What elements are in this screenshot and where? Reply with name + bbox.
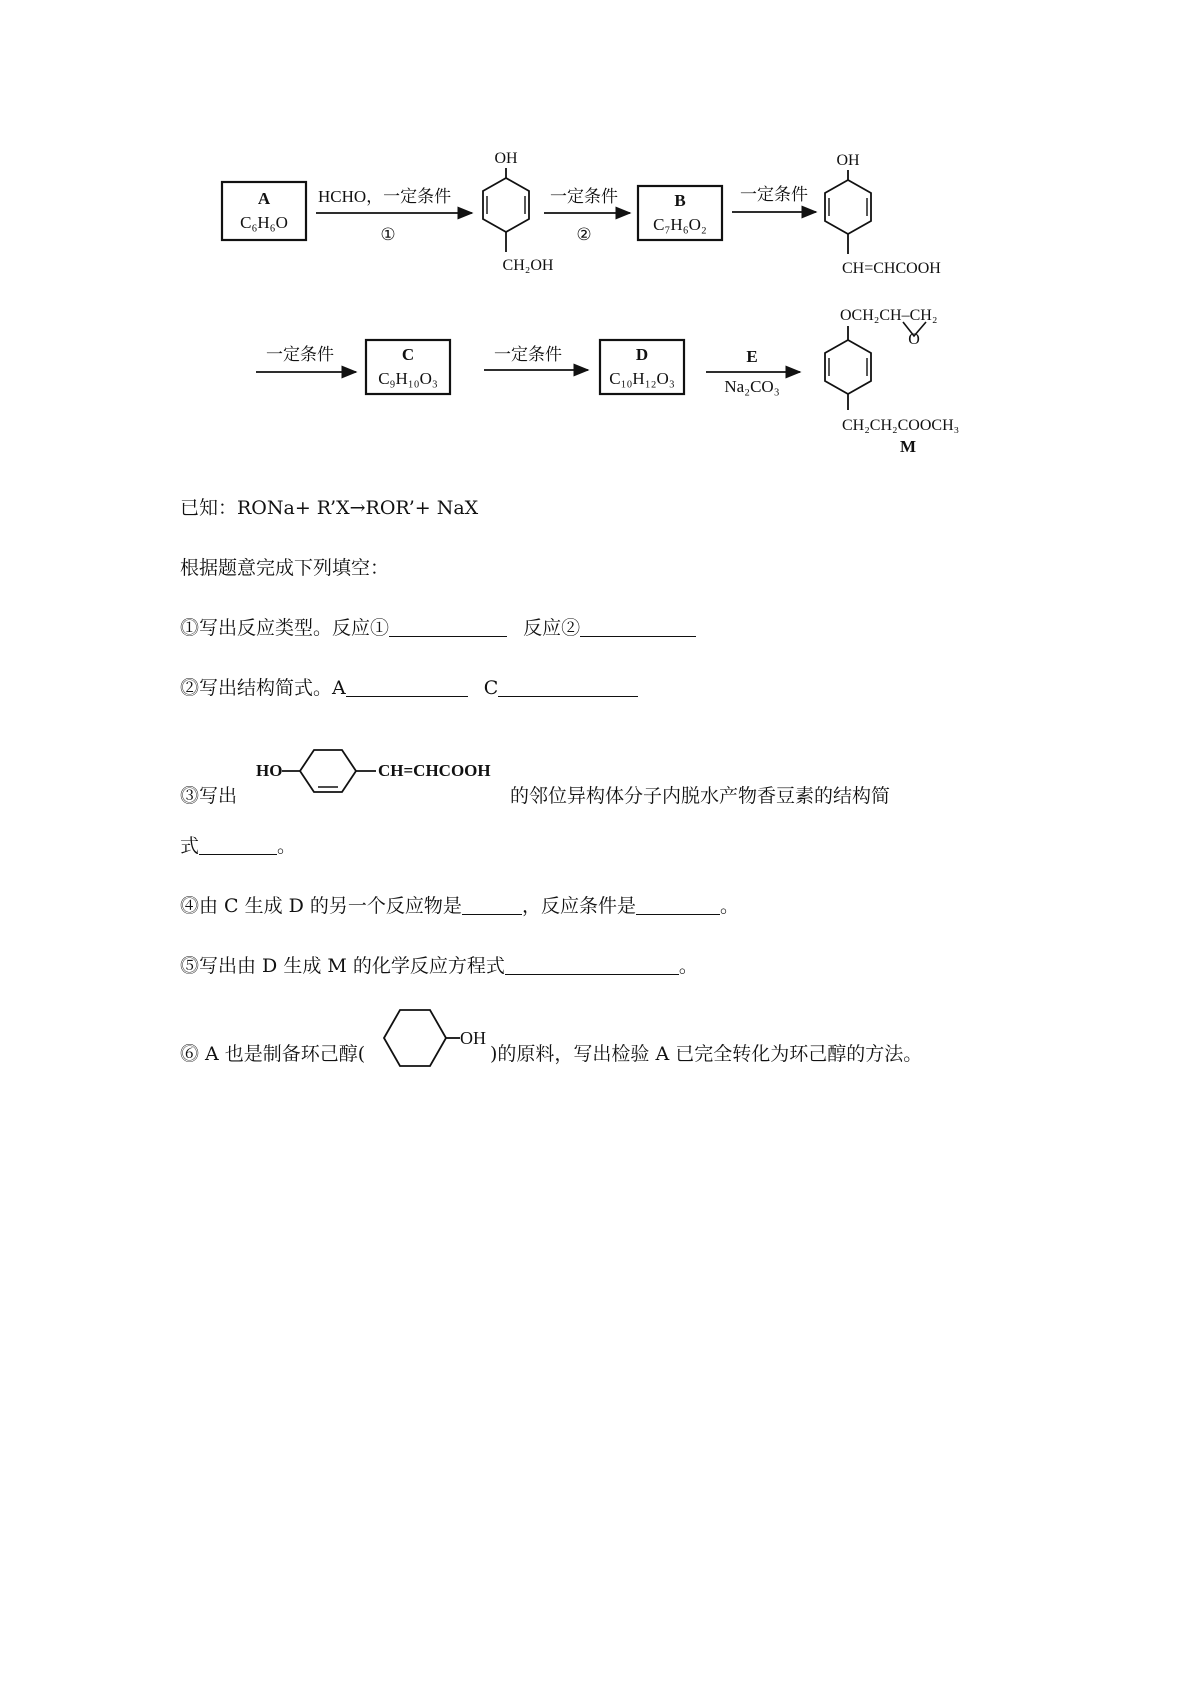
arrow-6-condition: Na₂CO₃ — [724, 377, 780, 396]
arrow-1-number: ① — [380, 225, 396, 244]
question-3: ⓷写出 — [180, 785, 238, 807]
svg-text:O: O — [908, 331, 920, 348]
question-6: ⓺ A 也是制备环己醇( — [180, 1043, 366, 1065]
compound-a-formula: C₆H₆O — [240, 213, 288, 232]
answer-blank-equation[interactable] — [505, 954, 679, 975]
svg-text:OH: OH — [836, 152, 860, 169]
question-4: ⓸由 C 生成 D 的另一个反应物是 ，反应条件是 。 — [180, 895, 739, 917]
molecule-hydroxycinnamic-acid — [825, 152, 941, 277]
arrow-3-condition: 一定条件 — [740, 185, 808, 204]
svg-text:OH: OH — [460, 1028, 486, 1048]
molecule-m — [825, 307, 959, 456]
question-5: ⓹写出由 D 生成 M 的化学反应方程式 。 — [180, 955, 698, 977]
arrow-2-condition: 一定条件 — [550, 187, 618, 206]
compound-b-label: B — [674, 191, 686, 210]
arrow-5-condition: 一定条件 — [494, 345, 562, 364]
molecule-hydroxybenzyl-alcohol — [483, 150, 554, 274]
reaction-scheme — [0, 0, 1200, 470]
question-3-continued: 的邻位异构体分子内脱水产物香豆素的结构简 — [510, 785, 891, 807]
answer-blank-reaction-1[interactable] — [389, 616, 507, 637]
arrow-1 — [316, 187, 472, 244]
question-6-continued: )的原料，写出检验 A 已完全转化为环己醇的方法。 — [490, 1043, 923, 1065]
arrow-1-condition: HCHO，一定条件 — [318, 187, 452, 206]
compound-b-formula: C₇H₆O₂ — [653, 215, 707, 234]
svg-text:OCH₂CH–CH₂: OCH₂CH–CH₂ — [840, 307, 938, 324]
known-reaction: 已知：RONa+ R’X→ROR’+ NaX — [180, 497, 479, 519]
question-2: ⓶写出结构简式。A C — [180, 674, 638, 702]
instruction: 根据题意完成下列填空： — [180, 557, 390, 579]
cyclohexanol-structure — [378, 1002, 488, 1074]
compound-b-box — [638, 186, 722, 240]
arrow-6-reagent: E — [746, 347, 758, 366]
compound-c-formula: C₉H₁₀O₃ — [378, 369, 438, 388]
arrow-6 — [706, 347, 800, 396]
arrow-2 — [544, 187, 630, 244]
svg-text:CH=CHCOOH: CH=CHCOOH — [378, 761, 491, 780]
svg-text:OH: OH — [494, 150, 518, 167]
arrow-2-number: ② — [576, 225, 592, 244]
question-1: ⓵写出反应类型。反应① 反应② — [180, 614, 696, 642]
compound-m-label: M — [899, 437, 917, 456]
answer-blank-reaction-2[interactable] — [580, 616, 696, 637]
arrow-4 — [256, 345, 356, 372]
answer-blank-coumarin[interactable] — [199, 834, 277, 855]
compound-d-formula: C₁₀H₁₂O₃ — [609, 369, 675, 388]
arrow-3 — [732, 185, 816, 212]
compound-c-label: C — [401, 345, 415, 364]
answer-blank-c[interactable] — [498, 676, 638, 697]
answer-blank-a[interactable] — [346, 676, 468, 697]
answer-blank-condition[interactable] — [636, 894, 720, 915]
q3-structure-hydroxycinnamic-acid — [252, 740, 512, 812]
answer-blank-reactant[interactable] — [462, 894, 522, 915]
svg-text:HO: HO — [256, 761, 283, 780]
compound-d-label: D — [635, 345, 649, 364]
compound-a-label: A — [257, 189, 271, 208]
svg-text:CH=CHCOOH: CH=CHCOOH — [842, 260, 941, 277]
arrow-5 — [484, 345, 588, 370]
compound-d-box — [600, 340, 684, 394]
compound-a-box — [222, 182, 306, 240]
arrow-4-condition: 一定条件 — [266, 345, 334, 364]
question-3-line-2: 式 。 — [180, 835, 297, 857]
svg-text:CH₂OH: CH₂OH — [502, 257, 554, 274]
svg-text:CH₂CH₂COOCH₃: CH₂CH₂COOCH₃ — [842, 417, 960, 434]
compound-c-box — [366, 340, 450, 394]
